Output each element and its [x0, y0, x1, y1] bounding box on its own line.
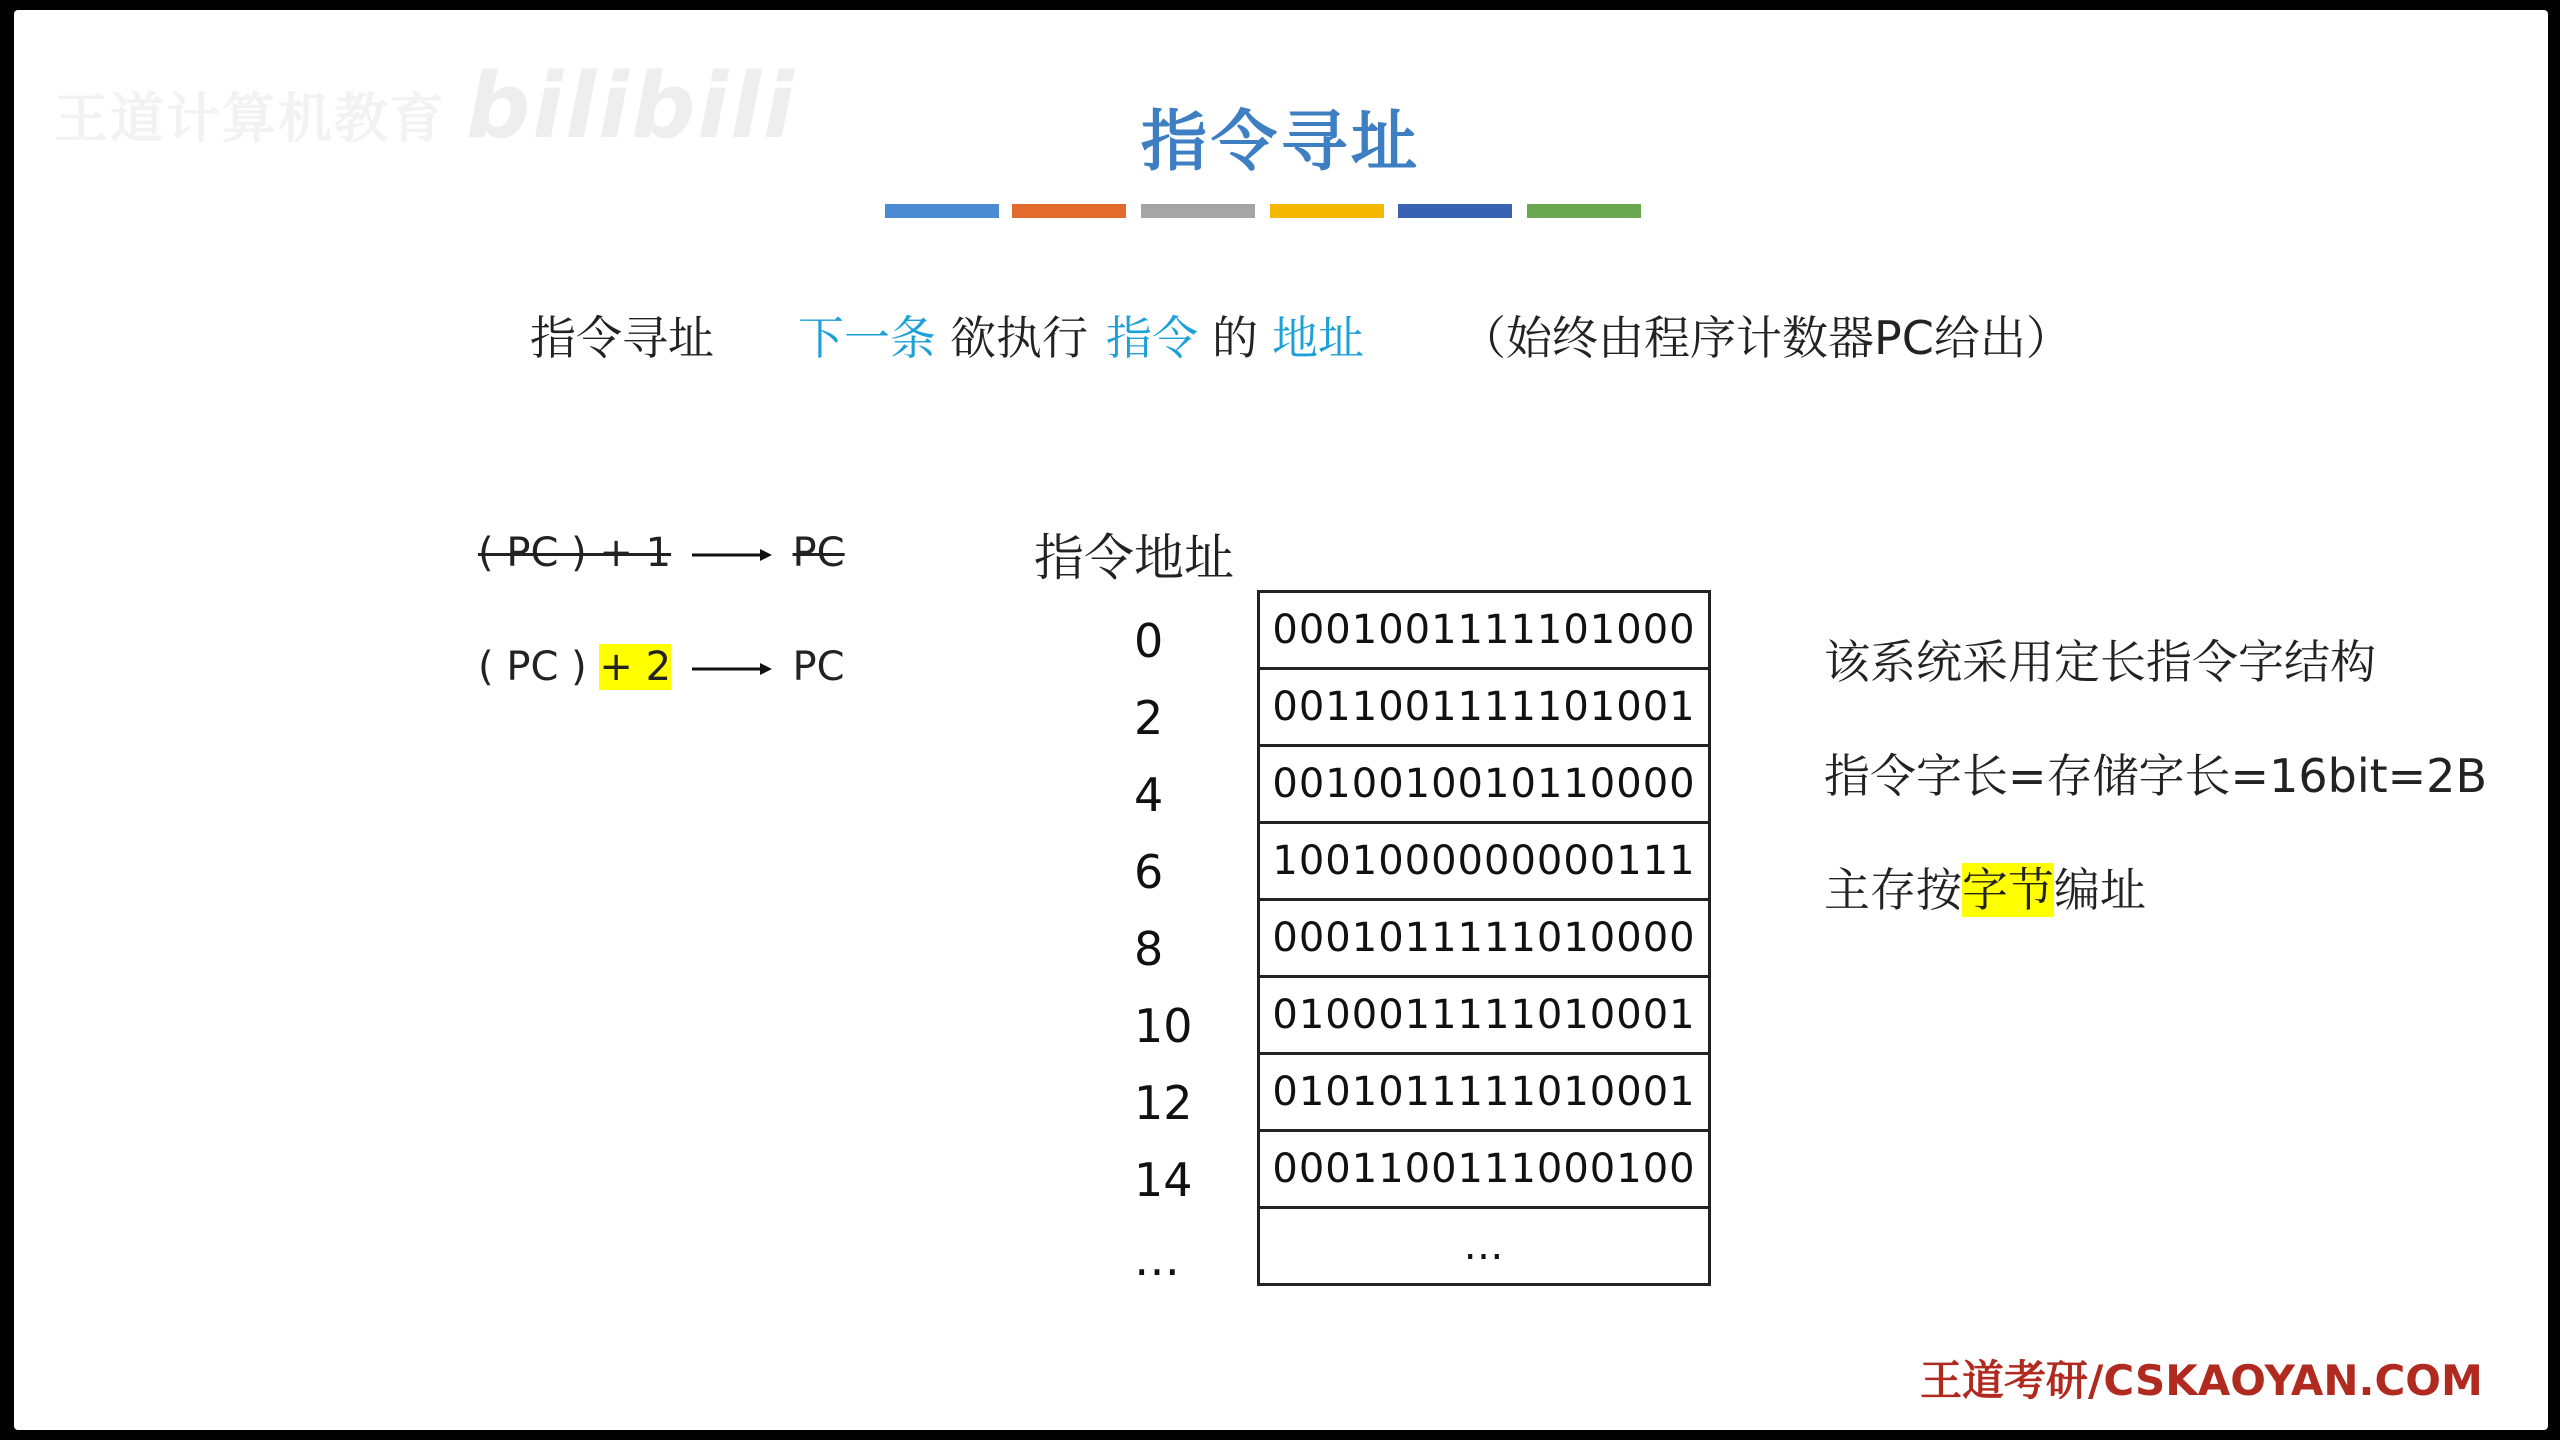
- formula-new-rhs: PC: [792, 644, 845, 690]
- color-bar-6: [1527, 204, 1641, 218]
- memory-cell: 0001100111000100: [1260, 1132, 1708, 1209]
- bilibili-logo: bilibili: [466, 54, 796, 159]
- memory-cell: …: [1260, 1209, 1708, 1286]
- address-label: 0: [1134, 614, 1164, 668]
- memory-cell: 0011001111101001: [1260, 670, 1708, 747]
- address-label: 4: [1134, 768, 1164, 822]
- note-byte-addressing-post: 编址: [2054, 863, 2146, 917]
- address-label: 8: [1134, 922, 1164, 976]
- note-word-length: 指令字长=存储字长=16bit=2B: [1824, 749, 2488, 803]
- note-byte-addressing-highlight: 字节: [1962, 863, 2054, 917]
- color-bar-3: [1141, 204, 1255, 218]
- definition-term: 指令寻址: [530, 311, 714, 365]
- formula-old: [478, 530, 845, 576]
- note-byte-addressing: [1824, 854, 2146, 920]
- definition-next: 下一条: [798, 311, 936, 365]
- color-bar-5: [1398, 204, 1512, 218]
- formula-old-lhs: ( PC ) + 1: [478, 530, 672, 576]
- definition-to-execute: 欲执行: [950, 311, 1088, 365]
- memory-cell: 1001000000000111: [1260, 824, 1708, 901]
- definition-instruction: 指令: [1106, 311, 1198, 365]
- memory-table: [1257, 590, 1711, 1286]
- arrow-right-icon: [690, 545, 774, 565]
- formula-new: [478, 644, 845, 690]
- color-bar-1: [885, 204, 999, 218]
- address-label: 14: [1134, 1153, 1193, 1207]
- address-label: 2: [1134, 691, 1164, 745]
- address-label: …: [1134, 1232, 1180, 1286]
- address-label: 10: [1134, 999, 1193, 1053]
- address-column-header: 指令地址: [1034, 529, 1234, 587]
- memory-cell: 0101011111010001: [1260, 1055, 1708, 1132]
- memory-cell: 0001001111101000: [1260, 593, 1708, 670]
- memory-cell: 0010010010110000: [1260, 747, 1708, 824]
- footer-brand: 王道考研/CSKAOYAN.COM: [1920, 1356, 2483, 1405]
- arrow-right-icon: [690, 659, 774, 679]
- address-label: 6: [1134, 845, 1164, 899]
- color-bar-2: [1012, 204, 1126, 218]
- note-byte-addressing-pre: 主存按: [1824, 863, 1962, 917]
- note-fixed-length: 该系统采用定长指令字结构: [1824, 635, 2376, 689]
- address-label: 12: [1134, 1076, 1193, 1130]
- formula-old-rhs: PC: [792, 530, 845, 576]
- definition-note: （始终由程序计数器PC给出）: [1460, 311, 2072, 365]
- color-bar-4: [1270, 204, 1384, 218]
- definition-address: 地址: [1272, 311, 1364, 365]
- formula-new-lhs: ( PC ): [478, 644, 587, 690]
- watermark-text: 王道计算机教育: [54, 87, 446, 150]
- definition-of: 的: [1212, 311, 1258, 365]
- memory-cell: 0001011111010000: [1260, 901, 1708, 978]
- formula-new-increment: + 2: [599, 644, 672, 690]
- slide: [14, 10, 2548, 1430]
- memory-cell: 0100011111010001: [1260, 978, 1708, 1055]
- slide-title: 指令寻址: [1141, 103, 1421, 180]
